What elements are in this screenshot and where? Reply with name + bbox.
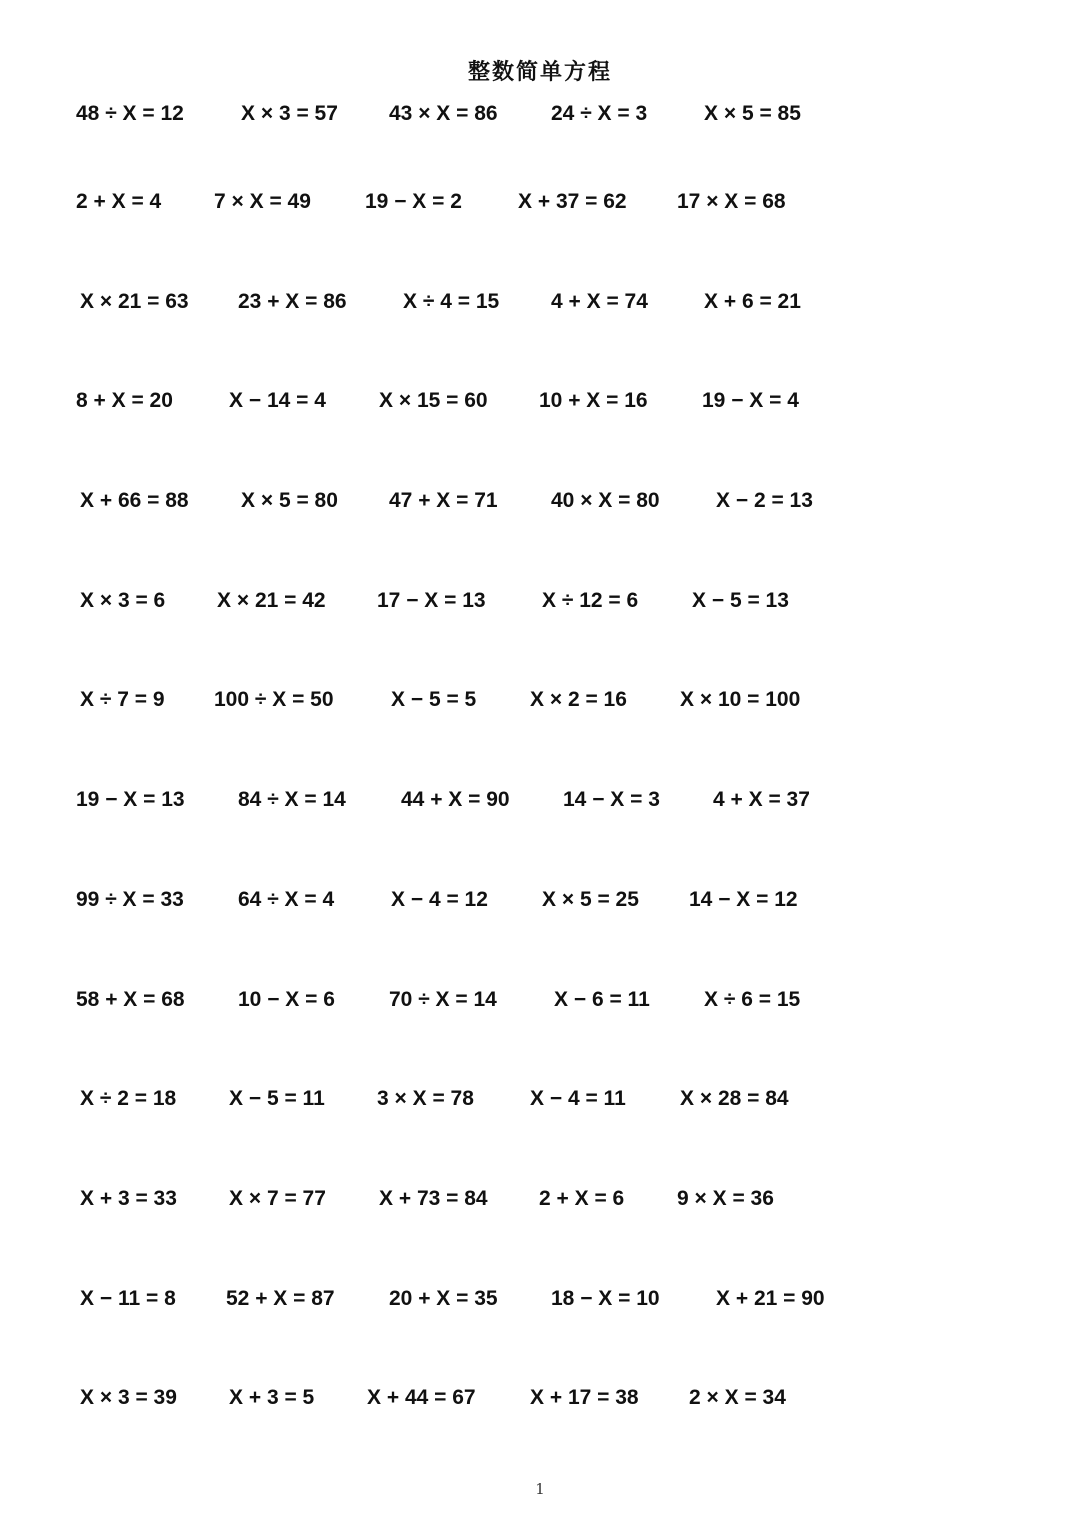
equation: 100 ÷ X = 50 bbox=[214, 688, 334, 712]
equation: X × 28 = 84 bbox=[680, 1087, 789, 1111]
equation: 40 × X = 80 bbox=[551, 489, 660, 513]
equation: X − 2 = 13 bbox=[716, 489, 813, 513]
equation: 48 ÷ X = 12 bbox=[76, 102, 184, 125]
equation: 99 ÷ X = 33 bbox=[76, 887, 184, 911]
equation: X + 17 = 38 bbox=[530, 1386, 639, 1410]
equation-row bbox=[76, 1080, 976, 1180]
equation: 10 − X = 6 bbox=[238, 987, 335, 1011]
equation: 19 − X = 2 bbox=[365, 190, 462, 213]
equation: 4 + X = 74 bbox=[551, 289, 648, 313]
equation: X × 3 = 57 bbox=[241, 102, 338, 125]
equation: 17 × X = 68 bbox=[677, 190, 786, 213]
equation: 43 × X = 86 bbox=[389, 102, 498, 125]
equation: X + 37 = 62 bbox=[518, 190, 627, 213]
equation: X + 73 = 84 bbox=[379, 1186, 488, 1210]
equation: X + 44 = 67 bbox=[367, 1386, 476, 1410]
equation-row bbox=[76, 382, 976, 482]
equation: X + 21 = 90 bbox=[716, 1286, 825, 1310]
equation: 2 + X = 4 bbox=[76, 190, 162, 213]
equation-row bbox=[76, 95, 976, 183]
equation-row bbox=[76, 183, 976, 283]
equation: X ÷ 7 = 9 bbox=[80, 688, 165, 712]
equation: X × 3 = 6 bbox=[80, 588, 166, 612]
equation: X ÷ 2 = 18 bbox=[80, 1087, 177, 1111]
equation: X × 21 = 63 bbox=[80, 289, 189, 313]
equation: 19 − X = 13 bbox=[76, 788, 185, 812]
equation: 17 − X = 13 bbox=[377, 588, 486, 612]
equation: 20 + X = 35 bbox=[389, 1286, 498, 1310]
equation: X × 5 = 80 bbox=[241, 489, 338, 513]
equation-row bbox=[76, 1180, 976, 1280]
equation: X − 5 = 11 bbox=[229, 1087, 325, 1111]
equation-list bbox=[76, 95, 976, 1479]
equation: X − 4 = 11 bbox=[530, 1087, 626, 1111]
equation: X − 5 = 13 bbox=[692, 588, 789, 612]
equation: X + 66 = 88 bbox=[80, 489, 189, 513]
equation: 64 ÷ X = 4 bbox=[238, 887, 335, 911]
equation: 2 + X = 6 bbox=[539, 1186, 625, 1210]
equation: X ÷ 12 = 6 bbox=[542, 588, 639, 612]
equation: 18 − X = 10 bbox=[551, 1286, 660, 1310]
equation: 3 × X = 78 bbox=[377, 1087, 474, 1111]
equation: 19 − X = 4 bbox=[702, 389, 799, 413]
equation: 70 ÷ X = 14 bbox=[389, 987, 497, 1011]
equation: X × 5 = 85 bbox=[704, 102, 801, 125]
equation: X × 2 = 16 bbox=[530, 688, 627, 712]
equation-row bbox=[76, 582, 976, 682]
equation: 2 × X = 34 bbox=[689, 1386, 786, 1410]
equation: 10 + X = 16 bbox=[539, 389, 648, 413]
equation: X × 15 = 60 bbox=[379, 389, 488, 413]
equation: 7 × X = 49 bbox=[214, 190, 311, 213]
equation: X × 3 = 39 bbox=[80, 1386, 177, 1410]
equation: 84 ÷ X = 14 bbox=[238, 788, 346, 812]
equation: 24 ÷ X = 3 bbox=[551, 102, 648, 125]
equation: 8 + X = 20 bbox=[76, 389, 173, 413]
equation-row bbox=[76, 1280, 976, 1380]
equation: 52 + X = 87 bbox=[226, 1286, 335, 1310]
equation: X + 6 = 21 bbox=[704, 289, 801, 313]
equation: X × 5 = 25 bbox=[542, 887, 639, 911]
equation: X × 21 = 42 bbox=[217, 588, 326, 612]
equation-row bbox=[76, 981, 976, 1081]
equation: X − 11 = 8 bbox=[80, 1286, 176, 1310]
page-number: 1 bbox=[535, 1480, 545, 1498]
page-title: 整数简单方程 bbox=[467, 59, 612, 85]
equation: X + 3 = 5 bbox=[229, 1386, 315, 1410]
equation: 58 + X = 68 bbox=[76, 987, 185, 1011]
equation: 9 × X = 36 bbox=[677, 1186, 774, 1210]
equation: 4 + X = 37 bbox=[713, 788, 810, 812]
equation-row bbox=[76, 881, 976, 981]
equation: 44 + X = 90 bbox=[401, 788, 510, 812]
equation: X − 14 = 4 bbox=[229, 389, 326, 413]
equation: X − 5 = 5 bbox=[391, 688, 477, 712]
equation: X ÷ 6 = 15 bbox=[704, 987, 801, 1011]
equation-row bbox=[76, 681, 976, 781]
equation-row bbox=[76, 781, 976, 881]
equation-row bbox=[76, 482, 976, 582]
equation: 23 + X = 86 bbox=[238, 289, 347, 313]
equation: X × 10 = 100 bbox=[680, 688, 801, 712]
equation: X ÷ 4 = 15 bbox=[403, 289, 500, 313]
equation: 14 − X = 3 bbox=[563, 788, 660, 812]
equation-row bbox=[76, 1379, 976, 1479]
equation: 47 + X = 71 bbox=[389, 489, 498, 513]
equation: X − 6 = 11 bbox=[554, 987, 650, 1011]
equation: X − 4 = 12 bbox=[391, 887, 488, 911]
equation: X + 3 = 33 bbox=[80, 1186, 177, 1210]
equation: X × 7 = 77 bbox=[229, 1186, 326, 1210]
equation: 14 − X = 12 bbox=[689, 887, 798, 911]
equation-row bbox=[76, 283, 976, 383]
